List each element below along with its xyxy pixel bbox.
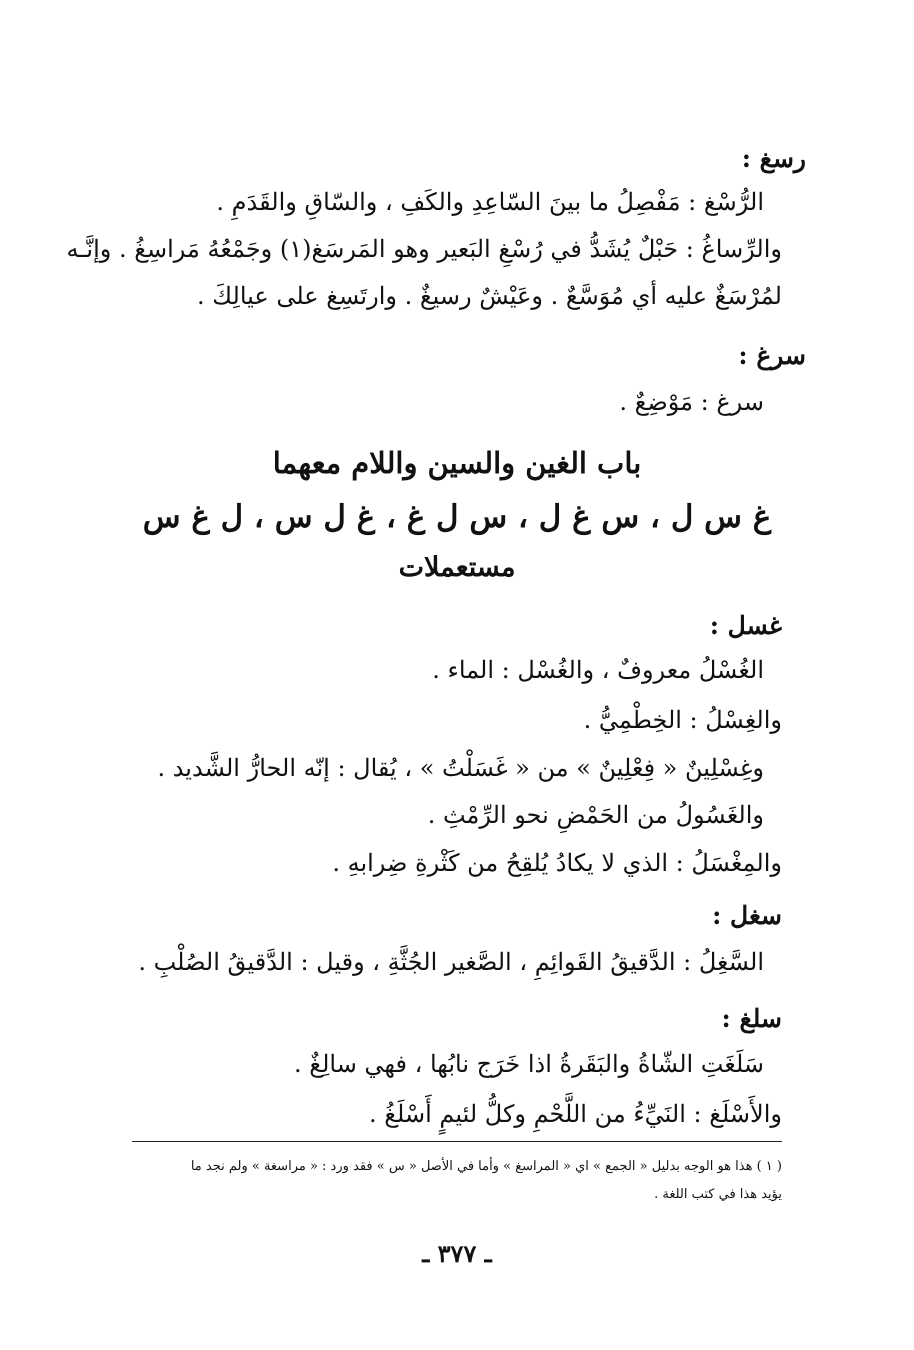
footnote-line-1: ( ١ ) هذا هو الوجه بدليل « الجمع » اي « المراسغ » وأما في الأصل « س » فقد ورد : « مراسغة » ولم نجد ما <box>190 1159 782 1174</box>
entry-head-ghsl: غسل : <box>709 611 782 640</box>
footnote-separator <box>132 1141 782 1142</box>
footnote-line-2: يؤيد هذا في كتب اللغة . <box>654 1187 782 1202</box>
entry-ghsl-line-5: والمِغْسَلُ : الذي لا يكادُ يُلقِحُ من كَثْرةِ ضِرابهِ . <box>332 849 782 877</box>
entry-rsgh-line-3: لمُرْسَغٌ عليه أي مُوَسَّعٌ . وعَيْشٌ رسيغٌ . وارتَسِغ على عيالِكَ . <box>197 282 782 310</box>
entry-ghsl-line-2: والغِسْلُ : الخِطْمِيُّ . <box>583 706 782 734</box>
entry-head-sghl: سغل : <box>712 901 782 930</box>
page-number: ـ ٣٧٧ ـ <box>422 1239 492 1268</box>
entry-ghsl-line-4: والغَسُولُ من الحَمْضِ نحو الرِّمْثِ . <box>427 801 764 829</box>
entry-slgh-line-2: والأَسْلَغ : النَيِّءُ من اللَّحْمِ وكلُّ لئيمٍ أَسْلَغُ . <box>368 1100 782 1128</box>
entry-head-slgh: سلغ : <box>721 1004 782 1033</box>
chapter-status: مستعملات <box>398 552 516 583</box>
entry-slgh-line-1: سَلَغَتِ الشّاةُ والبَقَرةُ اذا خَرَج نابُها ، فهي سالِغٌ . <box>294 1050 764 1078</box>
entry-rsgh-line-2: والرِّساغُ : حَبْلٌ يُشَدُّ في رُسْغِ البَعير وهو المَرسَغ(١) وجَمْعُهُ مَراسِغُ . وإنَّـه <box>66 235 782 263</box>
entry-ghsl-line-1: الغُسْلُ معروفٌ ، والغُسْل : الماء . <box>432 656 764 684</box>
entry-sghl-line-1: السَّغِلُ : الدَّقيقُ القَوائِمِ ، الصَّغير الجُثَّةِ ، وقيل : الدَّقيقُ الصُلْبِ . <box>138 948 764 976</box>
chapter-title: باب الغين والسين واللام معهما <box>272 446 642 480</box>
chapter-combinations: غ س ل ، س غ ل ، س ل غ ، غ ل س ، ل غ س <box>142 499 772 535</box>
entry-head-srgh: سرغ : <box>738 341 806 370</box>
entry-rsgh-line-1: الرُّسْغ : مَفْصِلُ ما بينَ السّاعِدِ والكَفِ ، والسّاقِ والقَدَمِ . <box>216 188 764 216</box>
entry-head-rsgh: رسغ : <box>741 144 806 173</box>
entry-srgh-line-1: سرغ : مَوْضِعٌ . <box>619 388 764 416</box>
entry-ghsl-line-3: وغِسْلِينٌ « فِعْلِينٌ » من « غَسَلْتُ » ، يُقال : إنّه الحارُّ الشَّديد . <box>157 754 764 782</box>
